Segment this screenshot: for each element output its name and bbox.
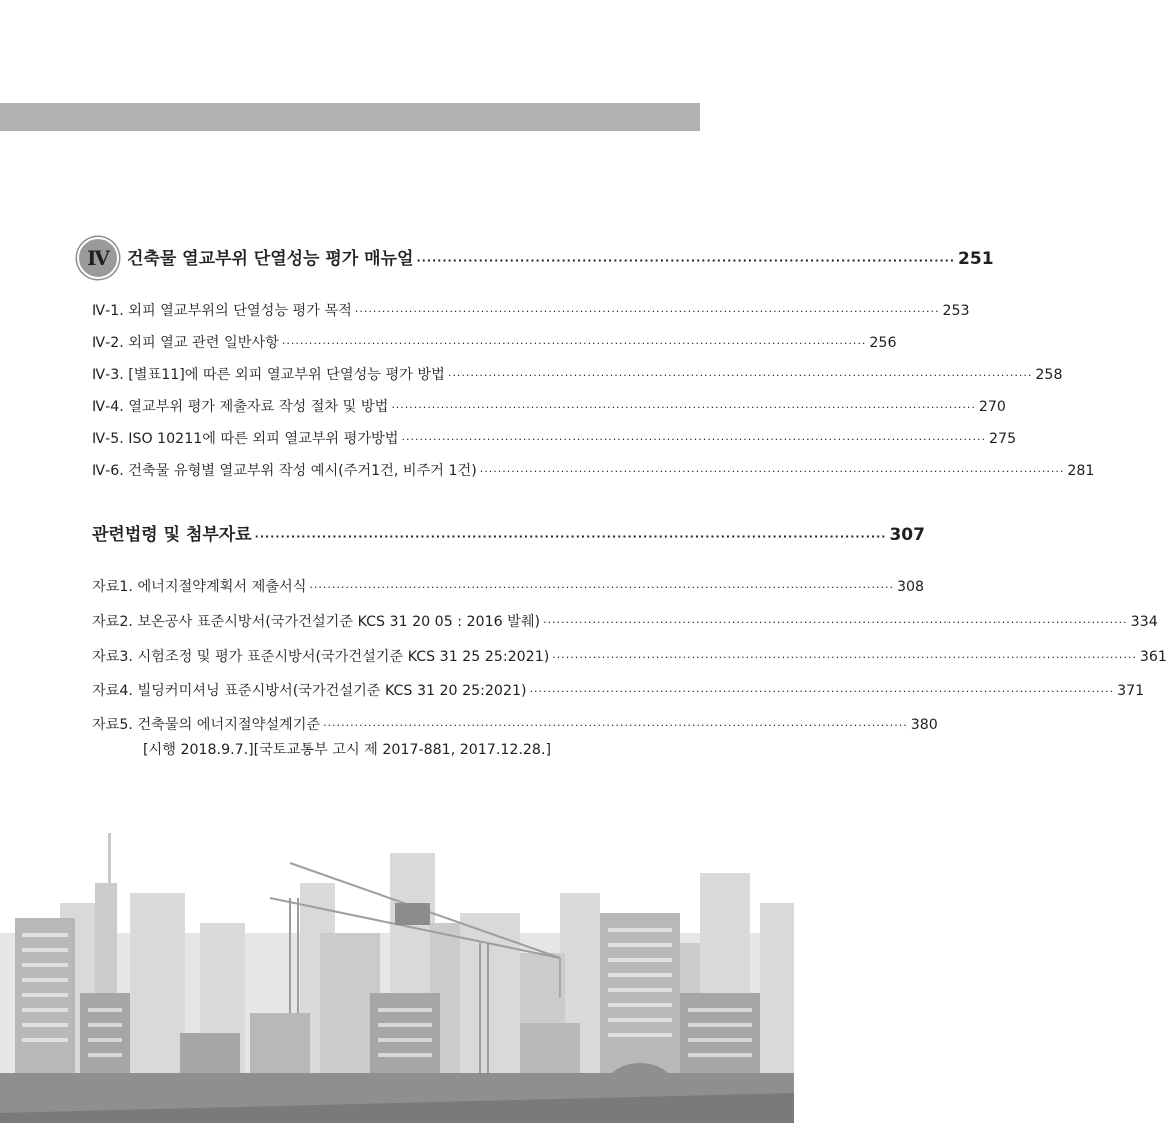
chapter-badge-numeral: Ⅳ [87, 246, 109, 270]
dot-leader: ·································································································································· [281, 337, 867, 350]
dot-leader: ·································································································································· [401, 433, 987, 446]
dot-leader: ·································································································································· [309, 581, 894, 594]
dot-leader: ········································································································ [416, 254, 956, 267]
dot-leader: ·································································································································· [552, 651, 1137, 664]
toc-entry[interactable] [92, 611, 1158, 631]
toc-entry-page: 371 [1117, 683, 1145, 699]
dot-leader: ·································································································································· [354, 305, 940, 318]
dot-leader: ·································································································································· [529, 685, 1115, 698]
dot-leader: ·································································································································· [479, 465, 1065, 478]
dot-leader: ·································································································································· [391, 401, 976, 414]
toc-entry-title: 자료2. 보온공사 표준시방서(국가건설기준 KCS 31 20 05 : 2016 발췌) [92, 614, 541, 630]
dot-leader: ·························································································································· [254, 530, 887, 543]
toc-entry-title: Ⅳ-6. 건축물 유형별 열교부위 작성 예시(주거1건, 비주거 1건) [92, 463, 477, 479]
toc-entry-page: 270 [978, 399, 1006, 415]
toc-entry-page: 253 [942, 303, 970, 319]
dot-leader: ·································································································································· [543, 616, 1128, 629]
toc-entry[interactable] [92, 300, 970, 320]
toc-entry[interactable] [92, 680, 1145, 700]
toc-entry-page: 281 [1067, 463, 1095, 479]
toc-entry[interactable] [92, 364, 1063, 384]
toc-entry-title: Ⅳ-2. 외피 열교 관련 일반사항 [92, 335, 279, 351]
toc-entry-title: Ⅳ-3. [별표11]에 따른 외피 열교부위 단열성능 평가 방법 [92, 367, 445, 383]
toc-entry[interactable] [92, 714, 938, 734]
chapter-badge [77, 237, 119, 279]
toc-entry[interactable] [92, 332, 897, 352]
toc-entry-note: [시행 2018.9.7.][국토교통부 고시 제 2017-881, 2017.12.28.] [143, 742, 551, 758]
toc-entry-title: 자료5. 건축물의 에너지절약설계기준 [92, 717, 321, 733]
toc-entry[interactable] [92, 428, 1017, 448]
toc-entry-appendix[interactable] [92, 520, 925, 545]
toc-entry-title: 관련법령 및 첨부자료 [92, 525, 252, 545]
header-bar [0, 103, 700, 131]
city-skyline-illustration [0, 823, 794, 1123]
toc-entry-page: 361 [1139, 649, 1167, 665]
toc-entry-title: 자료3. 시험조정 및 평가 표준시방서(국가건설기준 KCS 31 25 25:2021) [92, 649, 550, 665]
toc-entry-title: 건축물 열교부위 단열성능 평가 매뉴얼 [127, 249, 414, 269]
toc-entry[interactable] [92, 646, 1167, 666]
toc-entry-title: 자료1. 에너지절약계획서 제출서식 [92, 579, 307, 595]
dot-leader: ·································································································································· [447, 369, 1033, 382]
dot-leader: ·································································································································· [323, 719, 908, 732]
toc-entry-title: 자료4. 빌딩커미셔닝 표준시방서(국가건설기준 KCS 31 20 25:2021) [92, 683, 527, 699]
toc-entry-page: 307 [889, 525, 925, 545]
toc-entry-title: Ⅳ-1. 외피 열교부위의 단열성능 평가 목적 [92, 303, 352, 319]
toc-entry-page: 258 [1035, 367, 1063, 383]
toc-entry-page: 275 [989, 431, 1017, 447]
toc-entry-title: Ⅳ-4. 열교부위 평가 제출자료 작성 절차 및 방법 [92, 399, 389, 415]
toc-entry-title: Ⅳ-5. ISO 10211에 따른 외피 열교부위 평가방법 [92, 431, 399, 447]
toc-entry-page: 380 [910, 717, 938, 733]
toc-entry[interactable] [92, 460, 1095, 480]
toc-entry[interactable] [92, 576, 925, 596]
toc-entry-page: 251 [958, 249, 994, 269]
toc-entry-chapter[interactable] [127, 244, 994, 269]
toc-entry-page: 308 [897, 579, 925, 595]
toc-entry-page: 334 [1130, 614, 1158, 630]
toc-entry-page: 256 [869, 335, 897, 351]
toc-entry[interactable] [92, 396, 1006, 416]
